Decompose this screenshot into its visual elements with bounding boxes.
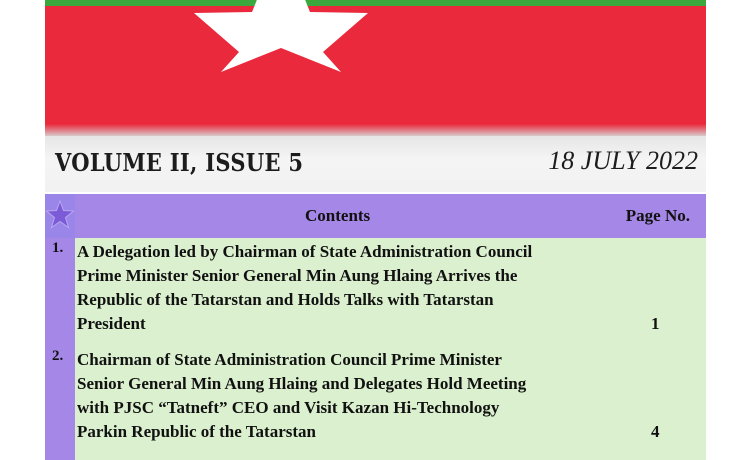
toc-entry-number: 2. xyxy=(52,348,64,364)
toc-star-cell xyxy=(45,194,75,238)
issue-date: 18 JULY 2022 xyxy=(548,146,698,175)
toc-entry-page: 4 xyxy=(651,422,660,441)
toc-entry-title-line: Prime Minister Senior General Min Aung Hlaing Arrives the xyxy=(77,266,518,285)
volume-issue: VOLUME II, ISSUE 5 xyxy=(55,148,304,177)
toc-body xyxy=(45,238,706,460)
white-star-icon xyxy=(45,0,706,136)
toc-entry-title xyxy=(77,240,597,336)
issue-header xyxy=(45,136,706,192)
banner-shadow xyxy=(45,124,706,136)
flag-banner xyxy=(45,0,706,136)
toc-entry-title-line: Chairman of State Administration Council Prime Minister xyxy=(77,350,502,369)
purple-star-icon xyxy=(45,200,75,230)
toc-entry-page: 1 xyxy=(651,314,660,333)
toc-entry-title-line: A Delegation led by Chairman of State Administration Council xyxy=(77,242,533,261)
toc-entry-number: 1. xyxy=(52,240,64,256)
toc-entry-title-line: Parkin Republic of the Tatarstan xyxy=(77,422,316,441)
contents-heading: Contents xyxy=(305,206,371,225)
toc-entry-title-line: Senior General Min Aung Hlaing and Delegates Hold Meeting xyxy=(77,374,527,393)
toc-entry-title xyxy=(77,348,597,444)
toc-entry-title-line: with PJSC “Tatneft” CEO and Visit Kazan Hi-Technology xyxy=(77,398,500,417)
toc-entry-title-line: Republic of the Tatarstan and Holds Talks with Tatarstan xyxy=(77,290,494,309)
toc-header-row xyxy=(45,194,706,238)
toc-entry-title-line: President xyxy=(77,314,146,333)
page-number-heading: Page No. xyxy=(625,206,690,225)
